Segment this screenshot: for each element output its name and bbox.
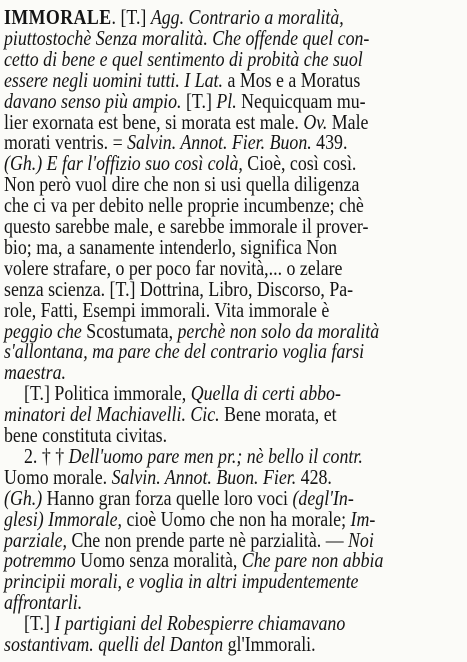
entry-line <box>4 297 395 322</box>
italic-text: davano senso più ampio. <box>4 88 182 113</box>
italic-text: (degl'In- <box>292 485 354 510</box>
entry-line <box>4 153 395 174</box>
text-run: role, Fatti, Esempi immorali. Vita immorale è <box>4 297 330 322</box>
italic-text: Salvin. Annot. Fier. Buon. <box>127 130 312 155</box>
entry-line <box>4 46 395 71</box>
entry-line <box>4 67 395 92</box>
entry-line <box>4 425 395 446</box>
text-run: a Mos e a Moratus <box>222 67 361 92</box>
italic-text: (Gh.) <box>4 485 43 510</box>
text-run: bio; ma, a sanamente intenderlo, significa Non <box>4 234 338 259</box>
italic-text: peggio che <box>4 318 82 343</box>
text-run: gl'Immorali. <box>223 632 316 656</box>
entry-line <box>4 464 395 489</box>
text-run: questo sarebbe male, e sarebbe immorale il prover- <box>4 214 369 238</box>
text-run: volere strafare, o per poco far novità,... o zelare <box>4 255 343 280</box>
italic-text: Quella di certi abbo- <box>190 381 341 406</box>
italic-text: Salvin. Annot. Buon. Fier. <box>111 464 297 489</box>
text-run: Hanno gran forza quelle loro voci <box>42 485 293 510</box>
italic-text: Agg. Contrario a moralità, <box>150 5 344 29</box>
text-run: cioè Uomo che non ha morale; <box>121 506 351 531</box>
text-run: Scostumata, <box>81 318 178 343</box>
text-run: Che non prende parte nè parzialità. — <box>66 527 349 552</box>
italic-text: s'allontana, ma pare che del contrario voglia farsi <box>4 339 365 364</box>
italic-text: Dell'uomo pare men pr.; nè bello il contr. <box>68 443 363 468</box>
italic-text: I partigiani del Robespierre chiamavano <box>54 611 346 636</box>
italic-text: Ov. <box>303 109 328 134</box>
entry-line <box>4 216 395 237</box>
entry-line <box>24 443 415 468</box>
italic-text: glesi) Immorale, <box>4 506 122 531</box>
text-run: Non però vuol dire che non si usi quella diligenza <box>4 172 360 197</box>
entry-line <box>4 341 395 362</box>
entry-line <box>4 485 395 510</box>
italic-text: affrontarli. <box>4 590 83 615</box>
entry-line <box>4 318 395 343</box>
italic-text: parziale, <box>4 527 67 552</box>
entry-line <box>4 132 395 153</box>
italic-text: Im- <box>350 506 376 531</box>
italic-text: Pl. <box>216 88 237 113</box>
text-run: 428. <box>296 464 332 489</box>
headword: IMMORALE <box>4 5 112 29</box>
entry-line <box>4 404 395 425</box>
italic-text: quelli del Danton <box>98 632 224 656</box>
entry-line <box>4 7 395 28</box>
italic-text: Noi <box>348 527 374 552</box>
entry-line <box>4 550 395 571</box>
text-run: Uomo senza moralità, <box>75 548 242 573</box>
text-run: Nequicquam mu- <box>236 88 366 113</box>
italic-text: potremmo <box>4 548 76 573</box>
entry-line <box>4 276 395 301</box>
text-run: Male <box>327 109 369 134</box>
entry-line <box>4 195 395 216</box>
text-run: Cioè, così così. <box>242 151 357 176</box>
text-run: 2. † † <box>24 443 69 468</box>
text-run: senza scienza. [T.] Dottrina, Libro, Discorso, Pa- <box>4 276 354 301</box>
italic-text: perchè non solo da moralità <box>177 318 380 343</box>
text-run: bene constituta civitas. <box>4 423 168 447</box>
italic-text: minatori del Machiavelli. Cic. <box>4 402 220 427</box>
text-run: Uomo morale. <box>4 464 112 489</box>
entry-line <box>4 592 395 613</box>
italic-text: cetto di bene e quel sentimento di probità che suol <box>4 46 363 71</box>
italic-text: piuttostochè Senza moralità. Che offende quel con- <box>4 25 370 50</box>
italic-text: Che pare non abbia <box>241 548 384 573</box>
entry-line <box>4 25 395 50</box>
text-run: [T.] <box>24 611 55 636</box>
text-run: lier exornata est bene, si morata est male. <box>4 109 304 134</box>
entry-line <box>4 362 395 383</box>
entry-line <box>24 613 415 634</box>
entry-line <box>4 109 395 134</box>
text-run: . [T.] <box>111 5 151 29</box>
italic-text: maestra. <box>4 360 66 385</box>
entry-line <box>4 234 395 259</box>
entry-line <box>4 88 395 113</box>
entry-line <box>4 571 395 592</box>
text-run: morati ventris. = <box>4 130 128 155</box>
entry-line <box>4 255 395 280</box>
entry-line <box>24 383 415 404</box>
text-run: che ci va per debito nelle proprie incumbenze; chè <box>4 193 364 218</box>
entry-line <box>4 527 395 552</box>
entry-line <box>4 634 395 655</box>
text-run: [T.] Politica immorale, <box>24 381 191 406</box>
italic-text: principii morali, e voglia in altri impudentemente <box>4 569 359 594</box>
italic-text: sostantivam. <box>4 632 94 656</box>
italic-text: (Gh.) E far l'offizio suo così colà, <box>4 151 243 176</box>
entry-line <box>4 506 395 531</box>
entry-line <box>4 174 395 195</box>
text-run: [T.] <box>181 88 217 113</box>
text-run: Bene morata, et <box>219 402 337 427</box>
text-run: 439. <box>311 130 348 155</box>
italic-text: essere negli uomini tutti. I Lat. <box>4 67 223 92</box>
